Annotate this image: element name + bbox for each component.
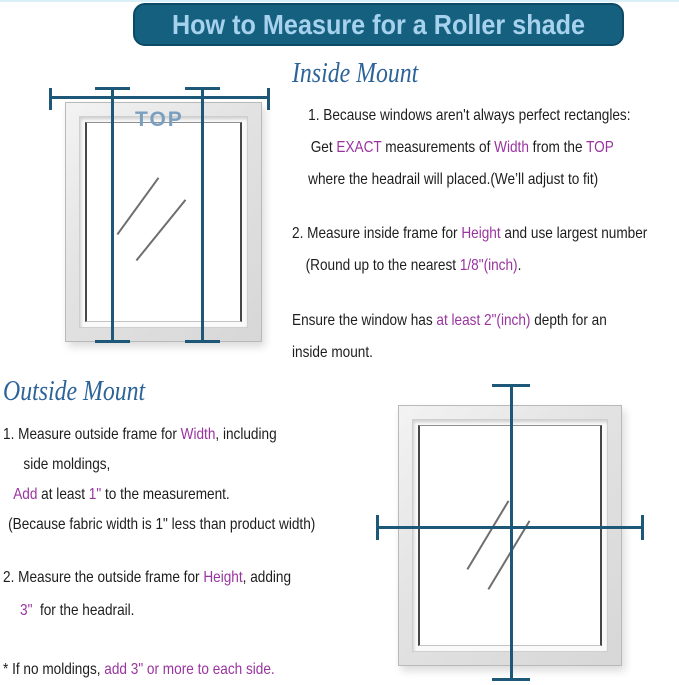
text-line: [292, 337, 607, 369]
inside-mount-section: [292, 58, 679, 378]
text-segment: Get: [310, 139, 337, 156]
measure-cap-bottom-left: [95, 340, 130, 343]
width-measure-line: [377, 526, 644, 529]
inside-mount-window-diagram: [45, 84, 275, 350]
height-measure-line-right: [201, 88, 204, 343]
header-banner: [133, 3, 624, 46]
window-inner-frame: [79, 116, 248, 328]
text-segment: for the headrail.: [32, 602, 135, 619]
text-line: [3, 508, 315, 541]
text-segment: from the: [528, 139, 587, 156]
highlight-text: at least 2"(inch): [436, 312, 531, 329]
text-segment: (Because fabric width is 1" less than product width): [8, 516, 316, 533]
highlight-text: 1": [88, 486, 102, 503]
top-edge-highlight: [0, 0, 679, 2]
text-segment: inside mount.: [292, 344, 373, 361]
highlight-text: Height: [461, 225, 501, 242]
text-segment: at least: [37, 486, 89, 503]
measure-cap-top-left: [95, 87, 130, 90]
top-label: TOP: [135, 108, 184, 131]
measure-tick-right: [267, 88, 270, 110]
inside-depth-note: [292, 305, 607, 369]
page-title: How to Measure for a Roller shade: [171, 8, 586, 40]
text-segment: measurements of: [381, 139, 495, 156]
text-line: [292, 250, 647, 282]
text-segment: .: [517, 257, 522, 274]
window-glass: [85, 122, 242, 322]
text-line: [292, 218, 647, 250]
highlight-text: add 3" or more to each side.: [104, 661, 275, 678]
highlight-text: 1/8"(inch): [459, 257, 518, 274]
highlight-text: Height: [203, 569, 243, 586]
text-line: [308, 100, 630, 132]
inside-mount-heading: Inside Mount: [292, 58, 419, 89]
window-frame: [65, 102, 262, 342]
outside-instruction-1: [3, 420, 277, 510]
text-segment: 1. Because windows aren't always perfect rectangles:: [308, 107, 631, 124]
text-segment: , adding: [242, 569, 292, 586]
highlight-text: Add: [13, 486, 38, 503]
text-line: [308, 164, 630, 196]
text-segment: to the measurement.: [101, 486, 230, 503]
text-line: [3, 450, 277, 480]
text-line: [3, 594, 291, 627]
text-segment: and use largest number: [500, 225, 648, 242]
text-line: [308, 132, 630, 164]
text-segment: depth for an: [530, 312, 607, 329]
text-line: [3, 561, 291, 594]
text-segment: , including: [215, 426, 277, 443]
text-line: [3, 420, 277, 450]
text-segment: Ensure the window has: [292, 312, 437, 329]
fabric-width-note: [3, 508, 315, 541]
inside-instruction-2: [292, 218, 647, 282]
highlight-text: TOP: [586, 139, 614, 156]
width-measure-line: [50, 96, 270, 99]
text-segment: 1. Measure outside frame for: [3, 426, 181, 443]
outside-mount-section: [3, 376, 381, 682]
text-line: [3, 480, 277, 510]
text-segment: side moldings,: [23, 456, 111, 473]
measure-tick-left: [49, 88, 52, 110]
text-segment: (Round up to the nearest: [305, 257, 460, 274]
text-line: [3, 653, 275, 685]
moldings-footnote: [3, 653, 275, 685]
highlight-text: EXACT: [336, 139, 382, 156]
text-segment: 2. Measure the outside frame for: [3, 569, 204, 586]
text-segment: 2. Measure inside frame for: [292, 225, 462, 242]
measure-cap-bottom: [492, 678, 530, 681]
measure-cap-top-right: [185, 87, 220, 90]
measure-cap-top: [492, 384, 530, 387]
text-segment: * If no moldings,: [3, 661, 105, 678]
highlight-text: 3": [20, 602, 33, 619]
height-measure-line-left: [111, 88, 114, 343]
highlight-text: Width: [180, 426, 216, 443]
height-measure-line: [510, 385, 513, 680]
outside-instruction-2: [3, 561, 291, 627]
text-segment: where the headrail will placed.(We’ll adjust to fit): [308, 171, 599, 188]
outside-mount-window-diagram: [375, 383, 647, 684]
outside-mount-heading: Outside Mount: [3, 376, 146, 407]
highlight-text: Width: [494, 139, 529, 156]
measure-tick-right: [641, 515, 644, 540]
text-line: [292, 305, 607, 337]
inside-instruction-1: [308, 100, 630, 196]
measure-cap-bottom-right: [185, 340, 220, 343]
